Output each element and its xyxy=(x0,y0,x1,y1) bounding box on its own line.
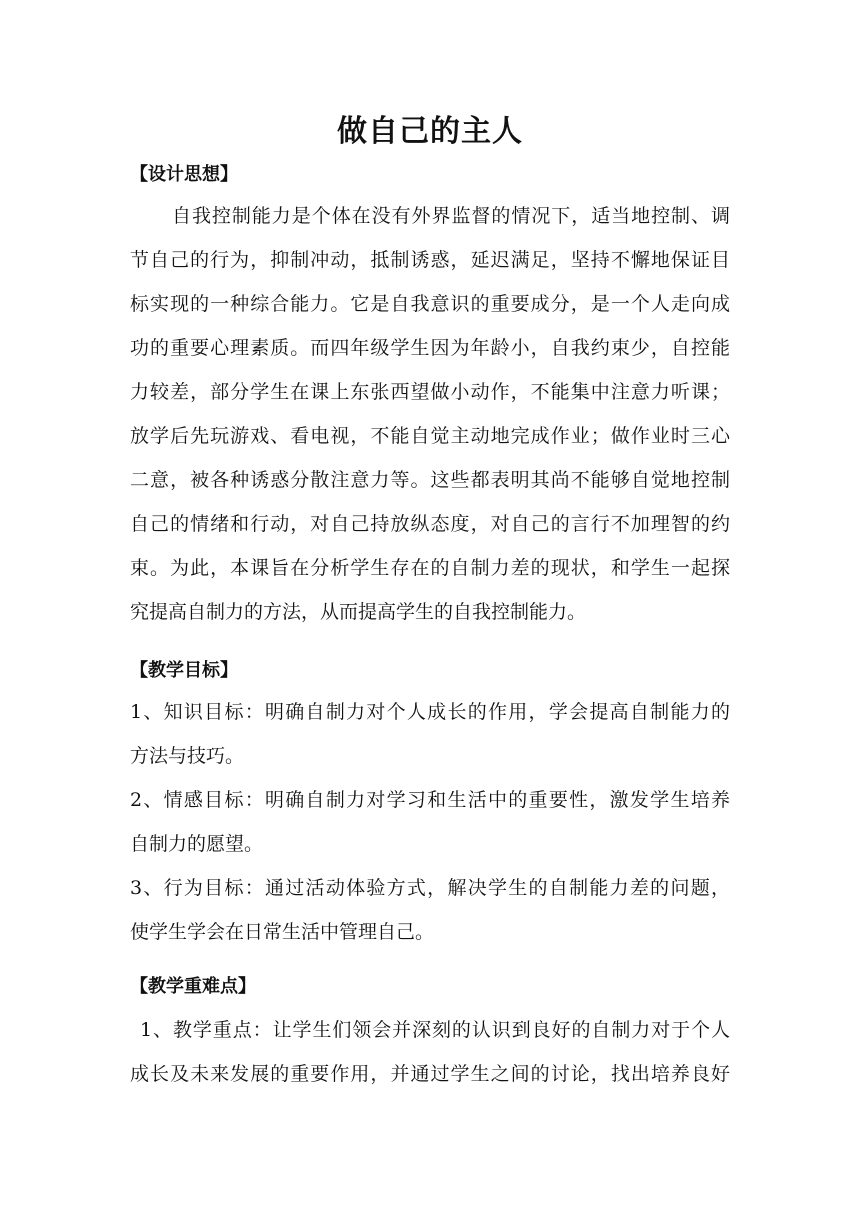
goal-line: 自制力的愿望。 xyxy=(130,833,264,855)
paragraph-line: 束。为此，本课旨在分析学生存在的自制力差的现状，和学生一起探 xyxy=(130,557,730,579)
goal-line: 方法与技巧。 xyxy=(130,745,245,767)
section-heading-goals: 【教学目标】 xyxy=(130,660,238,681)
paragraph-line: 功的重要心理素质。而四年级学生因为年龄小，自我约束少，自控能 xyxy=(130,337,730,359)
goal-line: 2、情感目标：明确自制力对学习和生活中的重要性，激发学生培养 xyxy=(130,789,730,811)
paragraph-line: 二意，被各种诱惑分散注意力等。这些都表明其尚不能够自觉地控制 xyxy=(130,469,730,491)
keypoint-line: 1、教学重点：让学生们领会并深刻的认识到良好的自制力对于个人 xyxy=(140,1019,730,1041)
paragraph-line: 标实现的一种综合能力。它是自我意识的重要成分，是一个人走向成 xyxy=(130,293,730,315)
paragraph-line: 自己的情绪和行动，对自己持放纵态度，对自己的言行不加理智的约 xyxy=(130,513,730,535)
paragraph-line: 放学后先玩游戏、看电视，不能自觉主动地完成作业；做作业时三心 xyxy=(130,425,730,447)
document-title: 做自己的主人 xyxy=(337,114,523,149)
section-heading-design: 【设计思想】 xyxy=(130,164,238,185)
goal-line: 1、知识目标：明确自制力对个人成长的作用，学会提高自制能力的 xyxy=(130,701,730,723)
paragraph-line: 力较差，部分学生在课上东张西望做小动作，不能集中注意力听课； xyxy=(130,381,730,403)
section-heading-keypoints: 【教学重难点】 xyxy=(130,976,256,997)
paragraph-line: 究提高自制力的方法，从而提高学生的自我控制能力。 xyxy=(130,601,587,623)
paragraph-line: 节自己的行为，抑制冲动，抵制诱惑，延迟满足，坚持不懈地保证目 xyxy=(130,249,730,271)
goal-line: 使学生学会在日常生活中管理自己。 xyxy=(130,921,435,943)
goal-line: 3、行为目标：通过活动体验方式，解决学生的自制能力差的问题， xyxy=(130,877,730,899)
keypoint-line: 成长及未来发展的重要作用，并通过学生之间的讨论，找出培养良好 xyxy=(130,1063,730,1085)
paragraph-line: 自我控制能力是个体在没有外界监督的情况下，适当地控制、调 xyxy=(172,205,730,227)
